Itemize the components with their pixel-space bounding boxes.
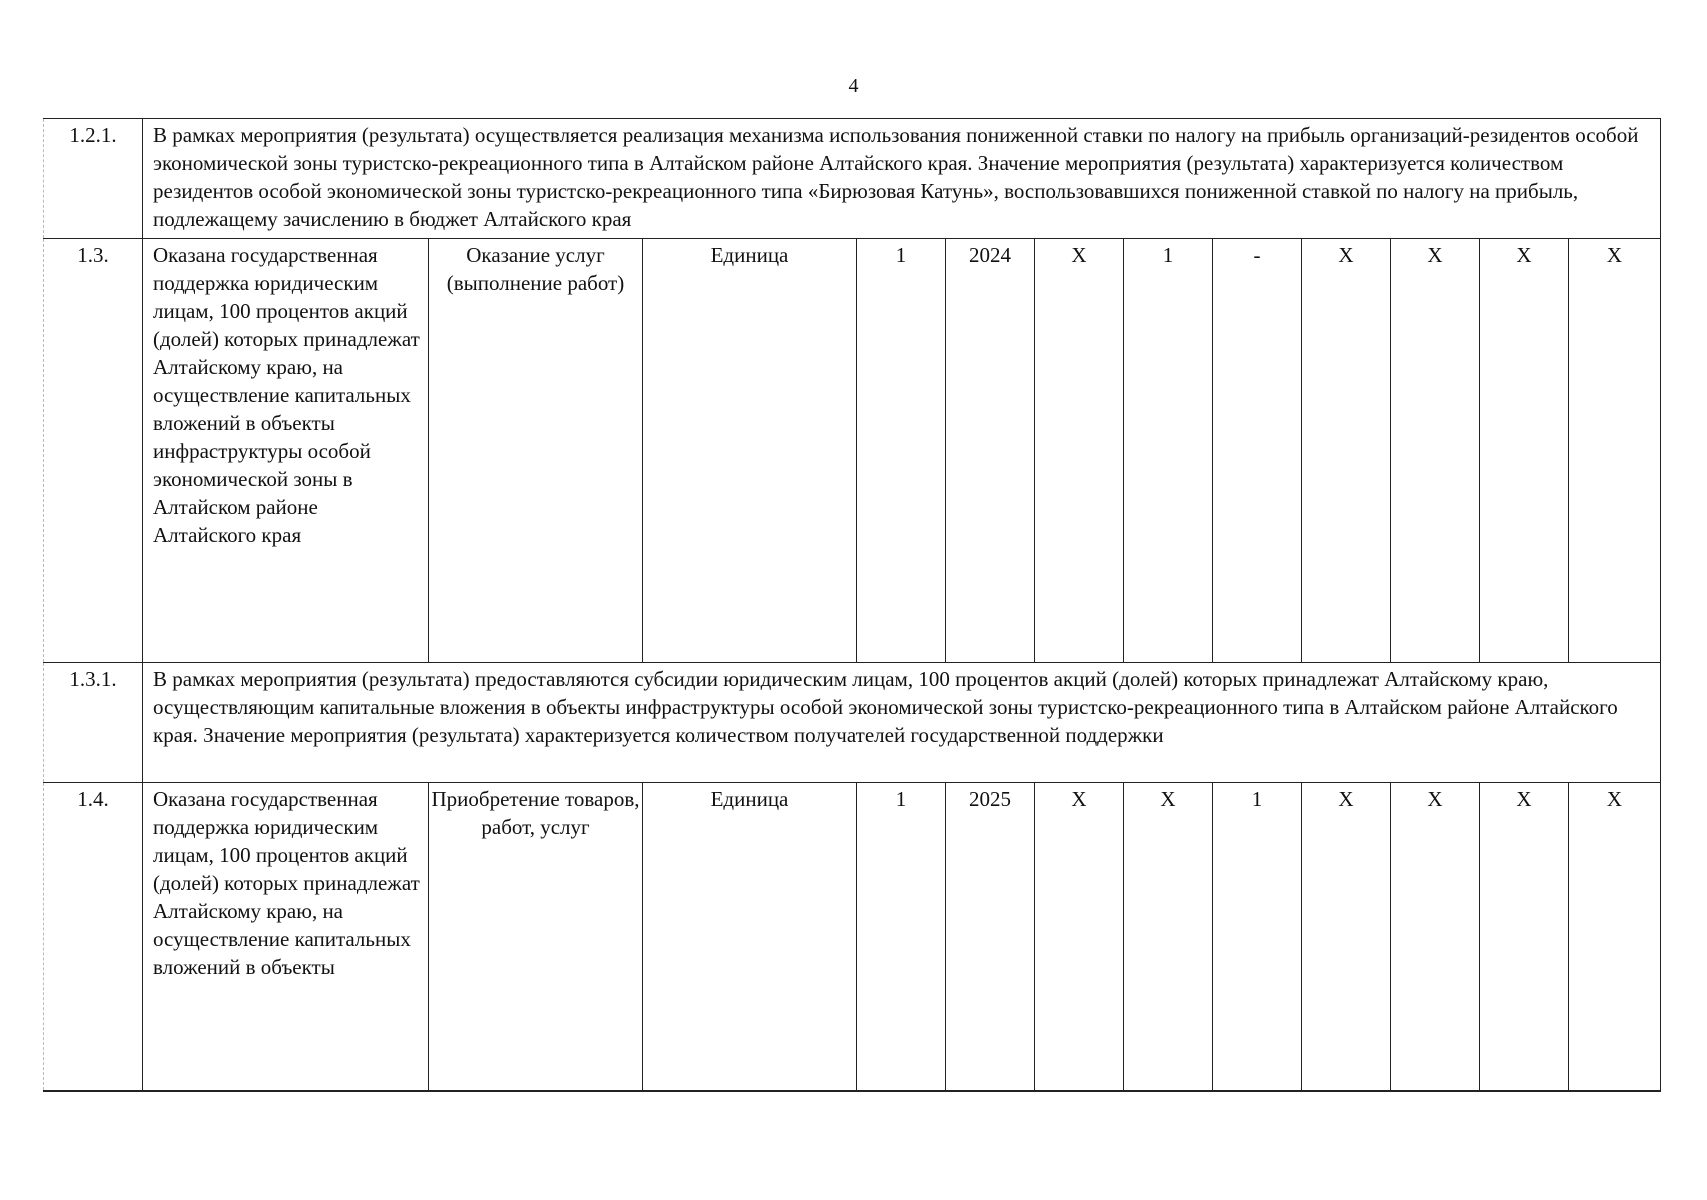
value-cell: X <box>1569 783 1661 1091</box>
value-cell: X <box>1480 239 1569 663</box>
row-number: 1.3.1. <box>44 663 143 783</box>
base-year: 2024 <box>946 239 1035 663</box>
table-row <box>44 783 1661 1091</box>
value-cell: X <box>1480 783 1569 1091</box>
value-cell: X <box>1302 239 1391 663</box>
table-row <box>44 663 1661 783</box>
value-cell: 1 <box>1213 783 1302 1091</box>
row-number: 1.2.1. <box>44 119 143 239</box>
value-cell: - <box>1213 239 1302 663</box>
row-description: В рамках мероприятия (результата) осуществляется реализация механизма использования пониженной ставки по налогу на прибыль организаций-резидентов особой экономической зоны туристско-рекреационного типа в Алтайском районе Алтайского края. Значение мероприятия (результата) характеризуется количеством резидентов особой экономической зоны туристско-рекреационного типа «Бирюзовая Катунь», воспользовавшихся пониженной ставкой по налогу на прибыль, подлежащему зачислению в бюджет Алтайского края <box>143 119 1661 239</box>
measure-name: Оказана государственная поддержка юридическим лицам, 100 процентов акций (долей) которых принадлежат Алтайскому краю, на осуществление капитальных вложений в объекты инфраструктуры особой экономической зоны в Алтайском районе Алтайского края <box>143 239 429 663</box>
table-row <box>44 119 1661 239</box>
value-cell: X <box>1391 239 1480 663</box>
measure-unit: Единица <box>643 239 857 663</box>
base-year: 2025 <box>946 783 1035 1091</box>
value-cell: 1 <box>1124 239 1213 663</box>
row-number: 1.3. <box>44 239 143 663</box>
measure-name: Оказана государственная поддержка юридическим лицам, 100 процентов акций (долей) которых принадлежат Алтайскому краю, на осуществление капитальных вложений в объекты <box>143 783 429 1091</box>
measure-kind: Приобретение товаров, работ, услуг <box>429 783 643 1091</box>
page-number: 4 <box>848 75 859 97</box>
base-value: 1 <box>857 783 946 1091</box>
value-cell: X <box>1035 239 1124 663</box>
value-cell: X <box>1035 783 1124 1091</box>
measure-kind: Оказание услуг (выполнение работ) <box>429 239 643 663</box>
value-cell: X <box>1124 783 1213 1091</box>
base-value: 1 <box>857 239 946 663</box>
row-number: 1.4. <box>44 783 143 1091</box>
measures-table <box>43 118 1661 1092</box>
value-cell: X <box>1569 239 1661 663</box>
measure-unit: Единица <box>643 783 857 1091</box>
value-cell: X <box>1302 783 1391 1091</box>
table-row <box>44 239 1661 663</box>
row-description: В рамках мероприятия (результата) предоставляются субсидии юридическим лицам, 100 процентов акций (долей) которых принадлежат Алтайскому краю, осуществляющим капитальные вложения в объекты инфраструктуры особой экономической зоны туристско-рекреационного типа в Алтайском районе Алтайского края. Значение мероприятия (результата) характеризуется количеством получателей государственной поддержки <box>143 663 1661 783</box>
value-cell: X <box>1391 783 1480 1091</box>
